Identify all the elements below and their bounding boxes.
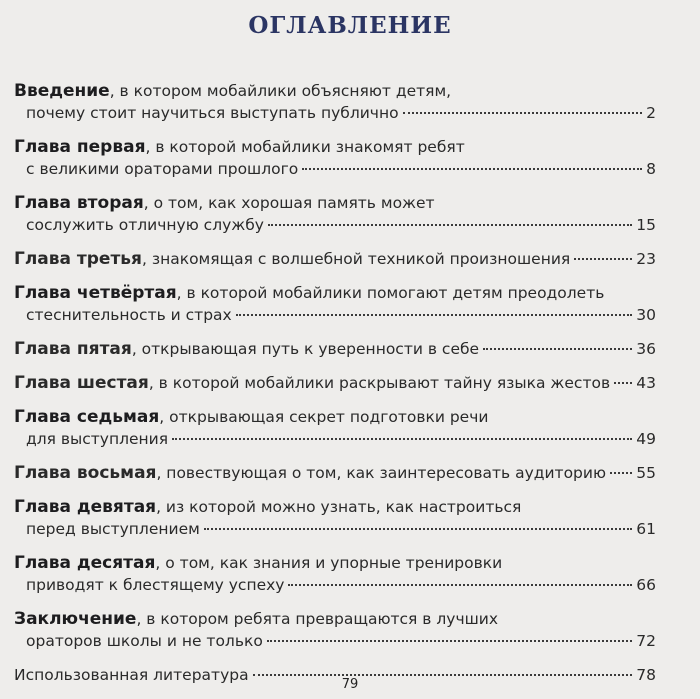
dot-leader xyxy=(483,348,632,350)
table-of-contents xyxy=(14,80,656,698)
entry-description-continued: для выступления xyxy=(26,430,169,448)
entry-description: , о том, как знания и упорные тренировки xyxy=(155,554,503,572)
page-heading: ОГЛАВЛЕНИЕ xyxy=(248,12,452,39)
entry-page-number: 72 xyxy=(636,632,656,650)
toc-entry xyxy=(14,136,656,180)
entry-title: Глава вторая xyxy=(14,193,144,213)
dot-leader xyxy=(253,674,633,676)
dot-leader xyxy=(610,472,632,474)
entry-description: , открывающая путь к уверенности в себе xyxy=(131,340,480,358)
dot-leader xyxy=(204,528,632,530)
entry-description-continued: сослужить отличную службу xyxy=(26,216,264,234)
toc-entry xyxy=(14,406,656,450)
dot-leader xyxy=(403,112,643,114)
entry-description: Использованная литература xyxy=(14,666,249,684)
dot-leader xyxy=(267,640,632,642)
entry-page-number: 61 xyxy=(636,520,656,538)
entry-title: Заключение xyxy=(14,609,137,629)
dot-leader xyxy=(236,314,633,316)
entry-page-number: 2 xyxy=(646,104,656,122)
toc-entry xyxy=(14,372,656,394)
toc-entry xyxy=(14,192,656,236)
entry-page-number: 8 xyxy=(646,160,656,178)
entry-page-number: 30 xyxy=(636,306,656,324)
entry-page-number: 36 xyxy=(636,340,656,358)
entry-description: , в котором ребята превращаются в лучших xyxy=(136,610,499,628)
entry-title: Введение xyxy=(14,81,110,101)
entry-title: Глава шестая xyxy=(14,373,149,393)
dot-leader xyxy=(268,224,632,226)
entry-description-continued: с великими ораторами прошлого xyxy=(26,160,299,178)
dot-leader xyxy=(288,584,632,586)
entry-description-continued: ораторов школы и не только xyxy=(26,632,263,650)
entry-title: Глава седьмая xyxy=(14,407,160,427)
entry-page-number: 15 xyxy=(636,216,656,234)
entry-title: Глава девятая xyxy=(14,497,157,517)
entry-title: Глава пятая xyxy=(14,339,132,359)
toc-entry xyxy=(14,552,656,596)
entry-title: Глава первая xyxy=(14,137,146,157)
entry-page-number: 49 xyxy=(636,430,656,448)
toc-entry xyxy=(14,496,656,540)
entry-page-number: 23 xyxy=(636,250,656,268)
entry-description: , из которой можно узнать, как настроиться xyxy=(156,498,522,516)
toc-entry xyxy=(14,282,656,326)
dot-leader xyxy=(172,438,632,440)
entry-description: , знакомящая с волшебной техникой произношения xyxy=(141,250,571,268)
entry-description-continued: перед выступлением xyxy=(26,520,200,538)
entry-description: , о том, как хорошая память может xyxy=(143,194,435,212)
entry-page-number: 78 xyxy=(636,666,656,684)
toc-entry xyxy=(14,80,656,124)
entry-description-continued: почему стоит научиться выступать публично xyxy=(26,104,399,122)
toc-entry xyxy=(14,462,656,484)
entry-page-number: 55 xyxy=(636,464,656,482)
entry-description: , в котором мобайлики объясняют детям, xyxy=(109,82,452,100)
entry-description: , повествующая о том, как заинтересовать аудиторию xyxy=(156,464,607,482)
entry-description: , в которой мобайлики раскрывают тайну языка жестов xyxy=(148,374,611,392)
entry-title: Глава восьмая xyxy=(14,463,157,483)
entry-title: Глава десятая xyxy=(14,553,156,573)
entry-page-number: 43 xyxy=(636,374,656,392)
entry-description-continued: приводят к блестящему успеху xyxy=(26,576,285,594)
toc-entry xyxy=(14,608,656,652)
dot-leader xyxy=(574,258,632,260)
entry-description: , в которой мобайлики помогают детям преодолеть xyxy=(176,284,605,302)
entry-description: , в которой мобайлики знакомят ребят xyxy=(145,138,465,156)
entry-title: Глава третья xyxy=(14,249,142,269)
entry-title: Глава четвёртая xyxy=(14,283,177,303)
toc-entry xyxy=(14,338,656,360)
toc-entry xyxy=(14,248,656,270)
dot-leader xyxy=(302,168,642,170)
page-number: 79 xyxy=(341,677,359,692)
dot-leader xyxy=(614,382,632,384)
entry-description-continued: стеснительность и страх xyxy=(26,306,232,324)
entry-page-number: 66 xyxy=(636,576,656,594)
entry-description: , открывающая секрет подготовки речи xyxy=(159,408,489,426)
